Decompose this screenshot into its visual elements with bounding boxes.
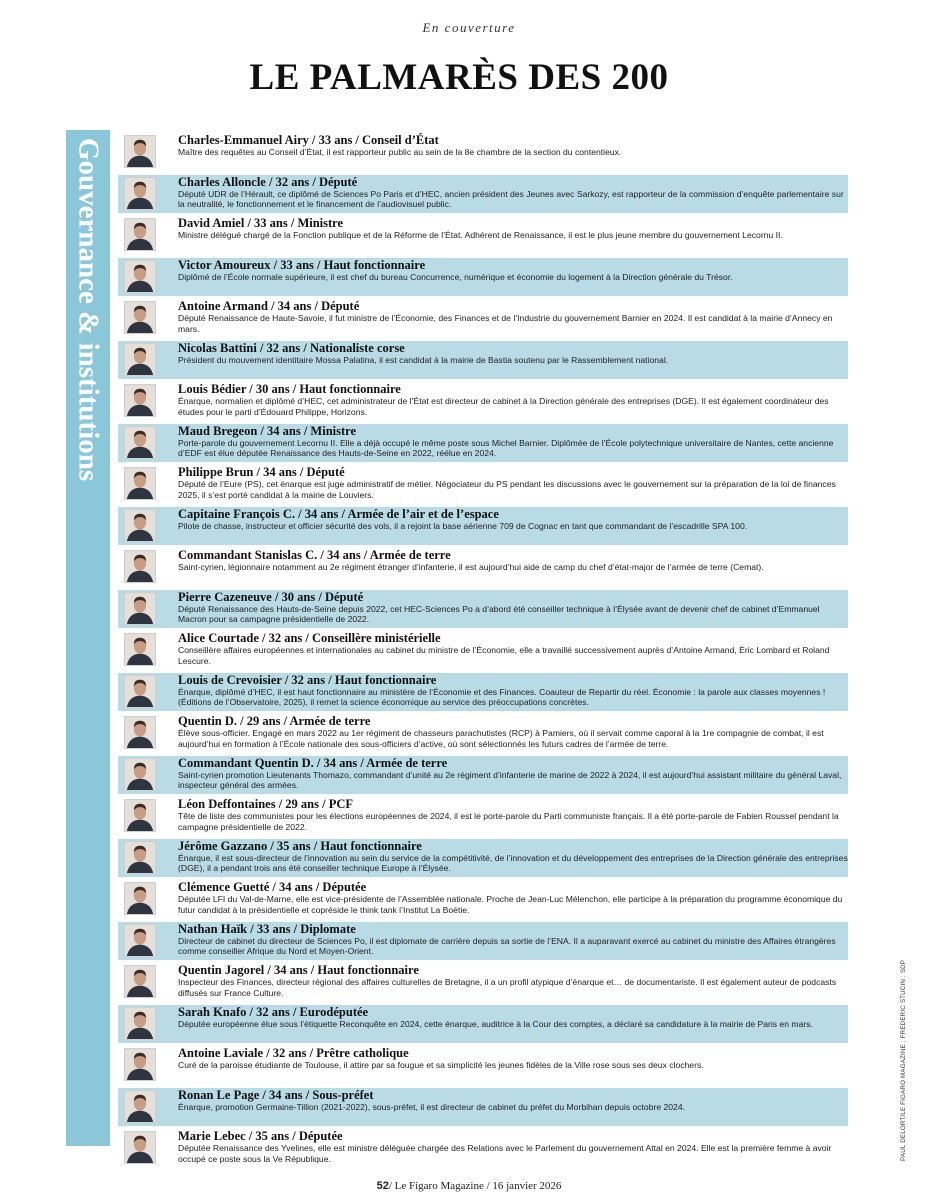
- entry-description: Conseillère affaires européennes et internationales au cabinet du ministre de l’Économie, elle a travaillé successivement auprès d’Antoine Armand, Éric Lombard et Roland Lescure.: [178, 645, 830, 666]
- entry-description: Saint-cyrien promotion Lieutenants Thomazo, commandant d’unité au 2e régiment d’infanterie de marine de 2022 à 2024, il est aujourd’hui assistant militaire du général Laval, inspecteur général des armées.: [178, 769, 842, 791]
- portrait-photo: [124, 758, 156, 791]
- list-item: [118, 1046, 848, 1085]
- portrait-photo: [124, 550, 156, 583]
- list-item: [118, 465, 848, 504]
- list-item: [118, 382, 848, 421]
- entry-heading: Antoine Laviale / 32 ans / Prêtre catholique: [178, 1046, 409, 1060]
- entry-description: Inspecteur des Finances, directeur régional des affaires culturelles de Bretagne, il a un profil atypique d’énarque et… de documentariste. Il est également auteur de podcasts diffusés sur France Culture.: [178, 977, 837, 998]
- portrait-photo: [124, 592, 156, 625]
- portrait-photo: [124, 426, 156, 459]
- list-item: [118, 1129, 848, 1168]
- entry-description: Directeur de cabinet du directeur de Sciences Po, il est diplomate de carrière depuis sa sortie de l’ENA. Il a auparavant exercé au cabinet du ministre des Affaires étrangères comme conseiller Afrique du Nord et Moyen-Orient.: [178, 935, 836, 957]
- list-item: [118, 1005, 848, 1044]
- list-item: [118, 507, 848, 546]
- section-kicker: En couverture: [422, 20, 516, 35]
- entry-heading: Quentin Jagorel / 34 ans / Haut fonctionnaire: [178, 963, 419, 977]
- entry-description: Énarque, il est sous-directeur de l’innovation au sein du service de la compétitivité, de l’innovation et du développement des entreprises de la Direction générale des entreprises (DGE), il a pendant trois ans été conseiller technique Europe à l’Élysée.: [178, 852, 848, 874]
- entry-description: Pilote de chasse, instructeur et officier sécurité des vols, il a rejoint la base aérienne 709 de Cognac en tant que commandant de l’escadrille SPA 100.: [178, 520, 748, 531]
- entry-description: Curé de la paroisse étudiante de Toulouse, il attire par sa fougue et sa simplicité les jeunes fidèles de la Ville rose sous ses deux clochers.: [178, 1060, 704, 1070]
- entry-description: Députée européenne élue sous l’étiquette Reconquête en 2024, cette énarque, auditrice à la Cour des comptes, a déclaré sa candidature à la mairie de Paris en mars.: [178, 1018, 813, 1029]
- list-item: [118, 341, 848, 380]
- list-item: [118, 963, 848, 1002]
- list-item: [118, 880, 848, 919]
- entry-heading: Léon Deffontaines / 29 ans / PCF: [178, 797, 353, 811]
- list-item: [118, 424, 848, 463]
- entry-description: Porte-parole du gouvernement Lecornu II. Elle a déjà occupé le même poste sous Michel Barnier. Diplômée de l’École polytechnique universitaire de Nantes, cette ancienne d’EDF est élue députée Renaissance des Hauts-de-Seine en 2022, réélue en 2024.: [178, 437, 834, 459]
- list-item: [118, 756, 848, 795]
- entry-description: Député Renaissance des Hauts-de-Seine depuis 2022, cet HEC-Sciences Po a d’abord été conseiller technique à l’Élysée avant de devenir chef de cabinet d’Emmanuel Macron pour sa campagne présidentielle de 2022.: [178, 603, 820, 625]
- section-label: Gouvernance & institutions: [72, 138, 105, 482]
- entry-description: Saint-cyrien, légionnaire notamment au 2e régiment étranger d’infanterie, il est aujourd’hui aide de camp du chef d’état-major de l’armée de terre (Cemat).: [178, 562, 764, 572]
- portrait-photo: [124, 260, 156, 293]
- page-footer: [0, 1180, 938, 1192]
- portrait-photo: [124, 1090, 156, 1123]
- list-item: [118, 839, 848, 878]
- list-item: [118, 548, 848, 587]
- entry-heading: Capitaine François C. / 34 ans / Armée de l’air et de l’espace: [178, 506, 499, 521]
- entry-heading: Nathan Haïk / 33 ans / Diplomate: [178, 921, 356, 936]
- entry-description: Député de l’Eure (PS), cet énarque est juge administratif de métier. Négociateur du PS pendant les discussions avec le gouvernement sur la préparation de la loi de finances 2025, il s’est porté candidat à la mairie de Louviers.: [178, 479, 836, 500]
- list-item: [118, 714, 848, 753]
- entry-heading: Commandant Stanislas C. / 34 ans / Armée de terre: [178, 548, 451, 562]
- entry-description: Député Renaissance de Haute-Savoie, il fut ministre de l’Économie, des Finances et de l’Industrie du gouvernement Barnier en 2024. Il est candidat à la mairie d’Annecy en mars.: [178, 313, 833, 334]
- list-item: [118, 590, 848, 629]
- portrait-photo: [124, 384, 156, 417]
- portrait-photo: [124, 343, 156, 376]
- entry-heading: Victor Amoureux / 33 ans / Haut fonctionnaire: [178, 257, 426, 272]
- entry-heading: Charles-Emmanuel Airy / 33 ans / Conseil d’État: [178, 133, 439, 147]
- entry-description: Élève sous-officier. Engagé en mars 2022 au 1er régiment de chasseurs parachutistes (RCP) à Pamiers, où il servait comme caporal à la 1re compagnie de combat, il est aujourd’hui en formation à l’École nationale des sous-officiers d’active, où sont sélectionnés les futurs cadres de l’armée de terre.: [178, 728, 824, 749]
- entry-description: Tête de liste des communistes pour les élections européennes de 2024, il est le porte-parole du Parti communiste français. Il a été porte-parole de Fabien Roussel pendant la campagne présidentielle de 2022.: [178, 811, 839, 832]
- entry-heading: David Amiel / 33 ans / Ministre: [178, 216, 344, 230]
- entry-description: Députée Renaissance des Yvelines, elle est ministre déléguée chargée des Relations avec le Parlement du gouvernement Attal en 2024. Elle est la première femme à avoir occupé ce poste sous la Ve République.: [178, 1143, 832, 1164]
- entry-description: Président du mouvement identitaire Mossa Palatina, il est candidat à la mairie de Bastia soutenu par le Rassemblement national.: [178, 354, 669, 365]
- portrait-photo: [124, 1007, 156, 1040]
- entry-heading: Louis Bédier / 30 ans / Haut fonctionnaire: [178, 382, 401, 396]
- entry-description: Député UDR de l’Hérault, ce diplômé de Sciences Po Paris et d’HEC, ancien président des Jeunes avec Sarkozy, est rapporteur de la commission d’enquête parlementaire sur la neutralité, le fonctionnement et le financement de l’audiovisuel public.: [178, 188, 844, 210]
- page-number: 52: [376, 1180, 389, 1192]
- portrait-photo: [124, 675, 156, 708]
- list-item: [118, 216, 848, 255]
- portrait-photo: [124, 177, 156, 210]
- portrait-photo: [124, 924, 156, 957]
- entry-heading: Jérôme Gazzano / 35 ans / Haut fonctionnaire: [178, 838, 422, 853]
- portrait-photo: [124, 841, 156, 874]
- entry-description: Énarque, normalien et diplômé d’HEC, cet administrateur de l’État est directeur de cabinet à la Direction générale des entreprises (DGE). Il est également coordinateur des études pour le parti d’Édouard Philippe, Horizons.: [178, 396, 829, 417]
- entry-heading: Commandant Quentin D. / 34 ans / Armée de terre: [178, 755, 448, 770]
- entry-description: Diplômé de l’École normale supérieure, il est chef du bureau Concurrence, numérique et économie du logement à la Direction générale du Trésor.: [178, 271, 733, 282]
- list-item: [118, 175, 848, 214]
- portrait-photo: [124, 965, 156, 998]
- list-item: [118, 797, 848, 836]
- list-item: [118, 258, 848, 297]
- entry-heading: Louis de Crevoisier / 32 ans / Haut fonctionnaire: [178, 672, 437, 687]
- entry-heading: Charles Alloncle / 32 ans / Député: [178, 174, 358, 189]
- list-item: [118, 673, 848, 712]
- entry-heading: Quentin D. / 29 ans / Armée de terre: [178, 714, 371, 728]
- portrait-photo: [124, 882, 156, 915]
- entry-heading: Nicolas Battini / 32 ans / Nationaliste corse: [178, 340, 405, 355]
- portrait-photo: [124, 509, 156, 542]
- entry-heading: Philippe Brun / 34 ans / Député: [178, 465, 345, 479]
- entry-heading: Ronan Le Page / 34 ans / Sous-préfet: [178, 1087, 374, 1102]
- portrait-photo: [124, 633, 156, 666]
- list-item: [118, 631, 848, 670]
- list-item: [118, 1088, 848, 1127]
- portrait-photo: [124, 218, 156, 251]
- entry-description: Ministre délégué chargé de la Fonction publique et de la Réforme de l’État. Adhérent de Renaissance, il est le plus jeune membre du gouvernement Lecornu II.: [178, 230, 783, 240]
- entry-heading: Sarah Knafo / 32 ans / Eurodéputée: [178, 1004, 369, 1019]
- entry-description: Énarque, promotion Germaine-Tillion (2021-2022), sous-préfet, il est directeur de cabinet du préfet du Morbihan depuis octobre 2024.: [178, 1101, 686, 1112]
- entry-heading: Clémence Guetté / 34 ans / Députée: [178, 880, 367, 894]
- entry-heading: Marie Lebec / 35 ans / Députée: [178, 1129, 343, 1143]
- portrait-photo: [124, 716, 156, 749]
- photo-credit: PAUL DELORT/LE FIGARO MAGAZINE ; FRÉDÉRIC STUCIN ; SDP: [900, 959, 907, 1161]
- portrait-photo: [124, 301, 156, 334]
- entry-list: [118, 133, 848, 1171]
- portrait-photo: [124, 135, 156, 168]
- entry-description: Députée LFI du Val-de-Marne, elle est vice-présidente de l’Assemblée nationale. Proche de Jean-Luc Mélenchon, elle participe à la préparation du programme économique du futur candidat à la présidentielle et copréside le think tank l’Institut La Boétie.: [178, 894, 843, 915]
- entry-heading: Maud Bregeon / 34 ans / Ministre: [178, 423, 357, 438]
- list-item: [118, 922, 848, 961]
- page-title: LE PALMARÈS DES 200: [249, 57, 669, 98]
- portrait-photo: [124, 1048, 156, 1081]
- portrait-photo: [124, 467, 156, 500]
- entry-heading: Antoine Armand / 34 ans / Député: [178, 299, 360, 313]
- publication-info: / Le Figaro Magazine / 16 janvier 2026: [388, 1180, 562, 1192]
- entry-heading: Alice Courtade / 32 ans / Conseillère ministérielle: [178, 631, 441, 645]
- entry-heading: Pierre Cazeneuve / 30 ans / Député: [178, 589, 364, 604]
- list-item: [118, 133, 848, 172]
- list-item: [118, 299, 848, 338]
- entry-description: Énarque, diplômé d’HEC, il est haut fonctionnaire au ministère de l’Économie et des Finances. Coauteur de Repartir du réel. Économie : la parole aux classes moyennes ! (Éditions de l’Observatoire, 2025), il remet la science économique au service des préoccupations concrètes.: [178, 686, 826, 708]
- portrait-photo: [124, 1131, 156, 1164]
- entry-description: Maître des requêtes au Conseil d’État, il est rapporteur public au sein de la 8e chambre de la section du contentieux.: [178, 147, 622, 157]
- portrait-photo: [124, 799, 156, 832]
